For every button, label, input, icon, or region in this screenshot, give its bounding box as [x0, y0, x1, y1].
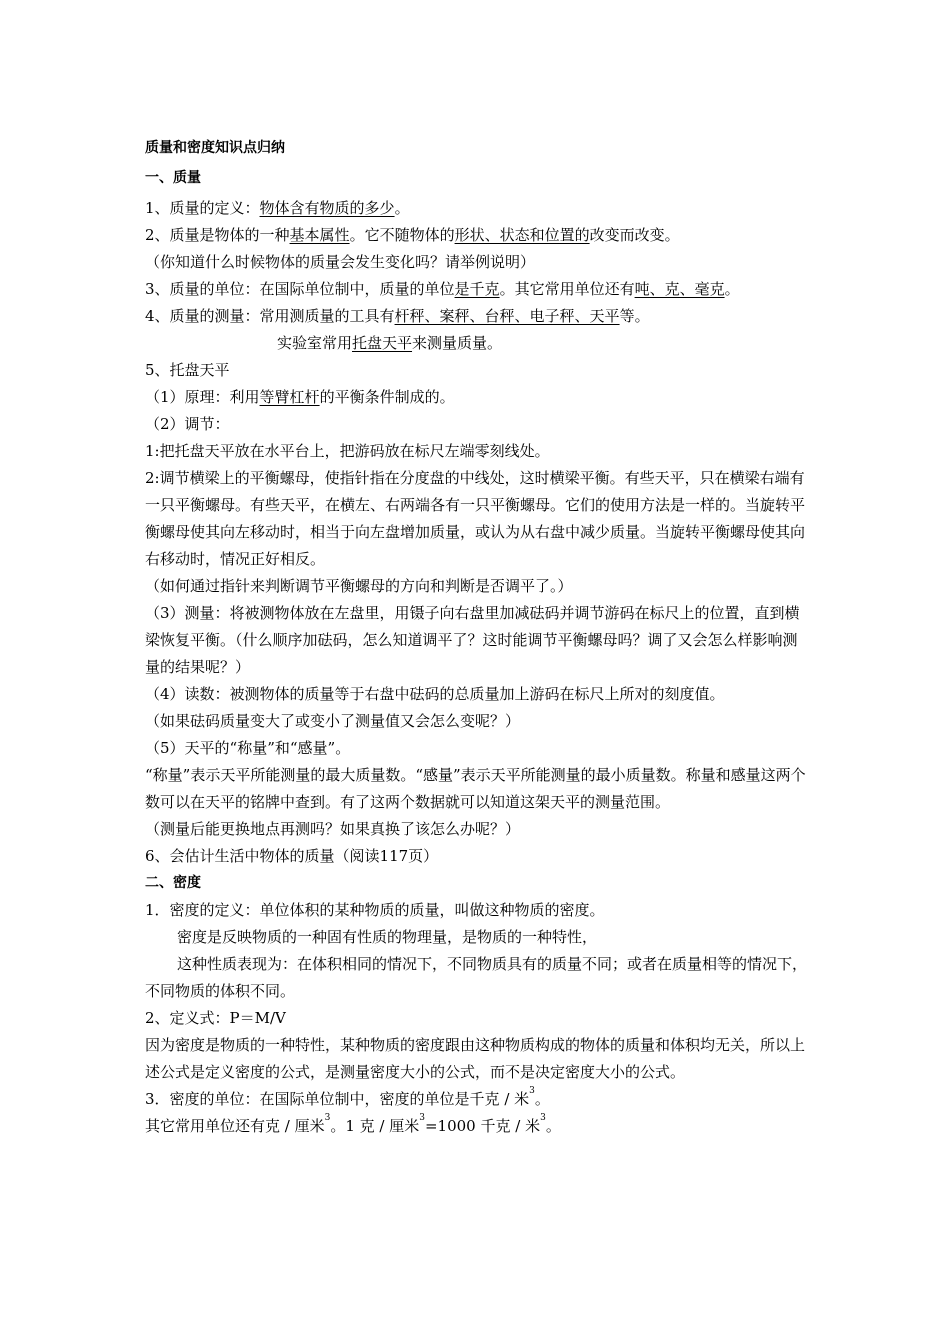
text: 改变而改变。 [589, 226, 680, 244]
underlined-text: 吨、克、毫克 [634, 280, 725, 298]
question-mass-change: （你知道什么时候物体的质量会发生变化吗？请举例说明） [145, 253, 536, 271]
question-weights: （如果砝码质量变大了或变小了测量值又会怎么变呢？） [145, 712, 521, 730]
balance-adjust: （2）调节： [145, 415, 230, 433]
text: 4、质量的测量：常用测质量的工具有 [145, 307, 395, 325]
mass-property [145, 222, 810, 249]
text: 。 [545, 1117, 561, 1135]
underlined-text: 物体含有物质的多少 [259, 199, 395, 217]
adjust-step-2: 2:调节横梁上的平衡螺母，使指针指在分度盘的中线处，这时横梁平衡。有些天平，只在横梁右端有一只平衡螺母。有些天平，在横左、右两端各有一只平衡螺母。它们的使用方法是一样的。当旋转平衡螺母使其向左移动时，相当于向左盘增加质量，或认为从右盘中减少质量。当旋转平衡螺母使其向右移动时，情况正好相反。 [145, 469, 806, 568]
text: 实验室常用 [277, 334, 353, 352]
text: 。 [534, 1090, 550, 1108]
text: 的平衡条件制成的。 [319, 388, 455, 406]
text: 3．密度的单位：在国际单位制中，密度的单位是千克 / 米 [145, 1090, 530, 1108]
text: 来测量质量。 [412, 334, 503, 352]
document-page [145, 135, 810, 1140]
estimate-mass: 6、会估计生活中物体的质量（阅读117页） [145, 847, 439, 865]
text: 。 [394, 199, 410, 217]
mass-measurement [145, 303, 810, 330]
density-formula: 2、定义式：P＝M/V [145, 1009, 286, 1027]
text: 3、质量的单位：在国际单位制中，质量的单位 [145, 280, 455, 298]
text: 。 [724, 280, 740, 298]
text: 1、质量的定义： [145, 199, 260, 217]
adjust-step-1: 1:把托盘天平放在水平台上，把游码放在标尺左端零刻线处。 [145, 442, 550, 460]
density-unit-2 [145, 1113, 810, 1140]
underlined-text: 基本属性 [289, 226, 350, 244]
lab-balance [145, 330, 810, 357]
mass-definition [145, 195, 810, 222]
text: 等。 [619, 307, 650, 325]
underlined-text: 等臂杠杆 [259, 388, 320, 406]
text: 。1 克 / 厘米 [330, 1117, 420, 1135]
text: 。它不随物体的 [349, 226, 455, 244]
underlined-text: 杆秤、案秤、台秤、电子秤、天平 [394, 307, 620, 325]
text: =1000 千克 / 米 [424, 1117, 541, 1135]
underlined-text: 形状、状态和位置的 [454, 226, 590, 244]
balance-heading: 5、托盘天平 [145, 361, 230, 379]
density-definition-2: 密度是反映物质的一种固有性质的物理量，是物质的一种特性， [177, 928, 598, 946]
mass-unit [145, 276, 810, 303]
measure-step: （3）测量：将被测物体放在左盘里，用镊子向右盘里加减砝码并调节游码在标尺上的位置，直到横梁恢复平衡。（什么顺序加砝码，怎么知道调平了？这时能调节平衡螺母吗？调了又会怎么样影响测量的结果呢？） [145, 604, 800, 676]
section-heading-mass: 一、质量 [145, 170, 201, 186]
superscript: 3 [419, 1113, 425, 1123]
text: 2、质量是物体的一种 [145, 226, 290, 244]
density-unit [145, 1086, 810, 1113]
question-location: （测量后能更换地点再测吗？如果真换了该怎么办呢？） [145, 820, 521, 838]
capacity-heading: （5）天平的“称量”和“感量”。 [145, 739, 351, 757]
question-adjust: （如何通过指针来判断调节平衡螺母的方向和判断是否调平了。） [145, 577, 573, 595]
density-formula-description: 因为密度是物质的一种特性，某种物质的密度跟由这种物质构成的物体的质量和体积均无关，所以上述公式是定义密度的公式，是测量密度大小的公式，而不是决定密度大小的公式。 [145, 1036, 806, 1081]
reading-step: （4）读数：被测物体的质量等于右盘中砝码的总质量加上游码在标尺上所对的刻度值。 [145, 685, 725, 703]
text: 其它常用单位还有克 / 厘米 [145, 1117, 325, 1135]
document-title: 质量和密度知识点归纳 [145, 140, 285, 156]
text: （1）原理：利用 [145, 388, 260, 406]
text: 。其它常用单位还有 [499, 280, 635, 298]
balance-principle [145, 384, 810, 411]
density-definition-3: 这种性质表现为：在体积相同的情况下，不同物质具有的质量不同；或者在质量相等的情况下，不同物质的体积不同。 [145, 955, 808, 1000]
underlined-text: 托盘天平 [352, 334, 413, 352]
superscript: 3 [324, 1113, 331, 1123]
section-heading-density: 二、密度 [145, 875, 201, 891]
capacity-description: “称量”表示天平所能测量的最大质量数。“感量”表示天平所能测量的最小质量数。称量和感量这两个数可以在天平的铭牌中查到。有了这两个数据就可以知道这架天平的测量范围。 [145, 766, 806, 811]
superscript: 3 [529, 1086, 535, 1096]
density-definition: 1．密度的定义：单位体积的某种物质的质量，叫做这种物质的密度。 [145, 901, 605, 919]
superscript: 3 [540, 1113, 546, 1123]
underlined-text: 是千克 [454, 280, 500, 298]
